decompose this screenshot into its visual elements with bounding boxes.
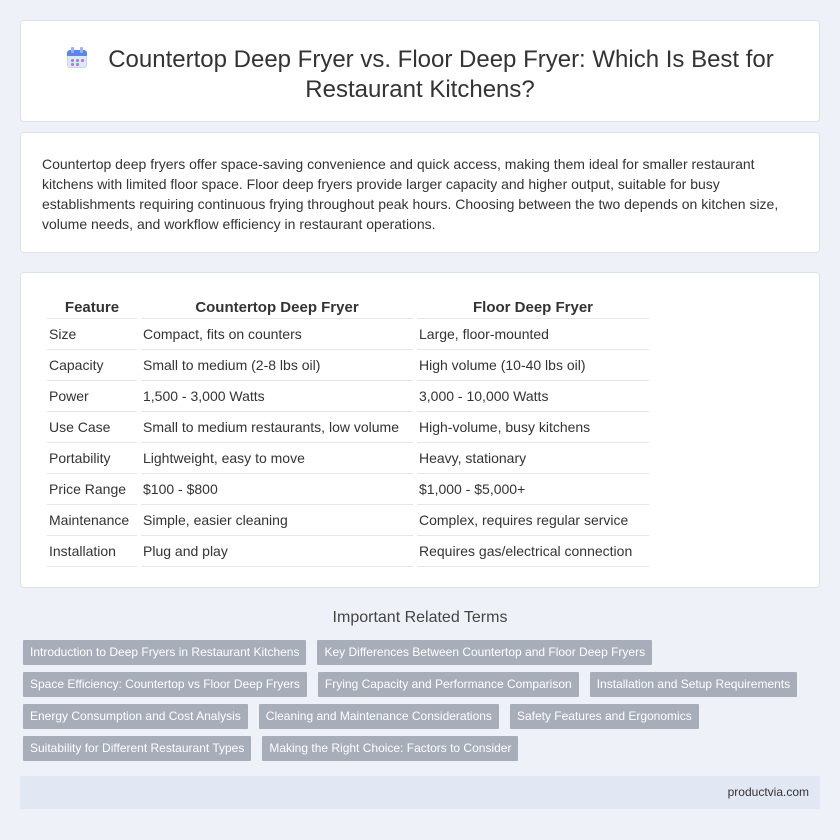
table-row: [47, 505, 649, 536]
table-row: [47, 412, 649, 443]
countertop-cell: Simple, easier cleaning: [141, 505, 413, 536]
feature-cell: Use Case: [47, 412, 137, 443]
summary-text: Countertop deep fryers offer space-saving convenience and quick access, making them ideal for smaller restaurant kitchens with limited floor space. Floor deep fryers provide larger capacity and higher output, suitable for busy establishments requiring continuous frying throughout peak hours. Choosing between the two depends on kitchen size, volume needs, and workflow efficiency in restaurant operations.: [42, 156, 779, 232]
tag-row: [20, 736, 820, 761]
title-line-2: Restaurant Kitchens?: [305, 76, 535, 103]
floor-cell: High volume (10-40 lbs oil): [417, 350, 649, 381]
tag-row: [20, 704, 820, 729]
table-header-row: [47, 291, 649, 319]
feature-cell: Power: [47, 381, 137, 412]
comparison-table: [43, 291, 653, 567]
footer: [20, 776, 820, 809]
page-title: [21, 45, 819, 105]
header-floor: Floor Deep Fryer: [417, 291, 649, 319]
countertop-cell: Compact, fits on counters: [141, 319, 413, 350]
table-row: [47, 350, 649, 381]
floor-cell: Large, floor-mounted: [417, 319, 649, 350]
tag-row: [20, 672, 820, 697]
related-term-tag[interactable]: Safety Features and Ergonomics: [510, 704, 699, 729]
floor-cell: Heavy, stationary: [417, 443, 649, 474]
table-row: [47, 474, 649, 505]
related-terms-title: Important Related Terms: [332, 609, 508, 626]
feature-cell: Size: [47, 319, 137, 350]
comparison-card: [20, 272, 820, 588]
related-term-tag[interactable]: Energy Consumption and Cost Analysis: [23, 704, 248, 729]
countertop-cell: Small to medium restaurants, low volume: [141, 412, 413, 443]
related-term-tag[interactable]: Introduction to Deep Fryers in Restaurant Kitchens: [23, 640, 306, 665]
tag-row: [20, 640, 820, 665]
related-term-tag[interactable]: Frying Capacity and Performance Comparison: [318, 672, 579, 697]
calendar-icon: [66, 47, 88, 69]
floor-cell: $1,000 - $5,000+: [417, 474, 649, 505]
related-term-tag[interactable]: Space Efficiency: Countertop vs Floor Deep Fryers: [23, 672, 307, 697]
feature-cell: Portability: [47, 443, 137, 474]
feature-cell: Installation: [47, 536, 137, 567]
feature-cell: Maintenance: [47, 505, 137, 536]
floor-cell: Requires gas/electrical connection: [417, 536, 649, 567]
floor-cell: Complex, requires regular service: [417, 505, 649, 536]
feature-cell: Price Range: [47, 474, 137, 505]
table-row: [47, 381, 649, 412]
related-terms-list: [20, 640, 820, 768]
table-row: [47, 443, 649, 474]
title-line-1: Countertop Deep Fryer vs. Floor Deep Fryer: Which Is Best for: [108, 46, 774, 73]
floor-cell: 3,000 - 10,000 Watts: [417, 381, 649, 412]
summary-card: [20, 132, 820, 253]
related-term-tag[interactable]: Suitability for Different Restaurant Types: [23, 736, 251, 761]
table-row: [47, 319, 649, 350]
title-card: [20, 20, 820, 122]
related-term-tag[interactable]: Making the Right Choice: Factors to Consider: [262, 736, 518, 761]
countertop-cell: Lightweight, easy to move: [141, 443, 413, 474]
feature-cell: Capacity: [47, 350, 137, 381]
header-feature: Feature: [47, 291, 137, 319]
header-countertop: Countertop Deep Fryer: [141, 291, 413, 319]
floor-cell: High-volume, busy kitchens: [417, 412, 649, 443]
related-term-tag[interactable]: Installation and Setup Requirements: [590, 672, 797, 697]
related-term-tag[interactable]: Cleaning and Maintenance Considerations: [259, 704, 499, 729]
related-term-tag[interactable]: Key Differences Between Countertop and Floor Deep Fryers: [317, 640, 652, 665]
footer-site[interactable]: productvia.com: [727, 785, 809, 799]
countertop-cell: 1,500 - 3,000 Watts: [141, 381, 413, 412]
countertop-cell: Small to medium (2-8 lbs oil): [141, 350, 413, 381]
table-row: [47, 536, 649, 567]
countertop-cell: $100 - $800: [141, 474, 413, 505]
countertop-cell: Plug and play: [141, 536, 413, 567]
